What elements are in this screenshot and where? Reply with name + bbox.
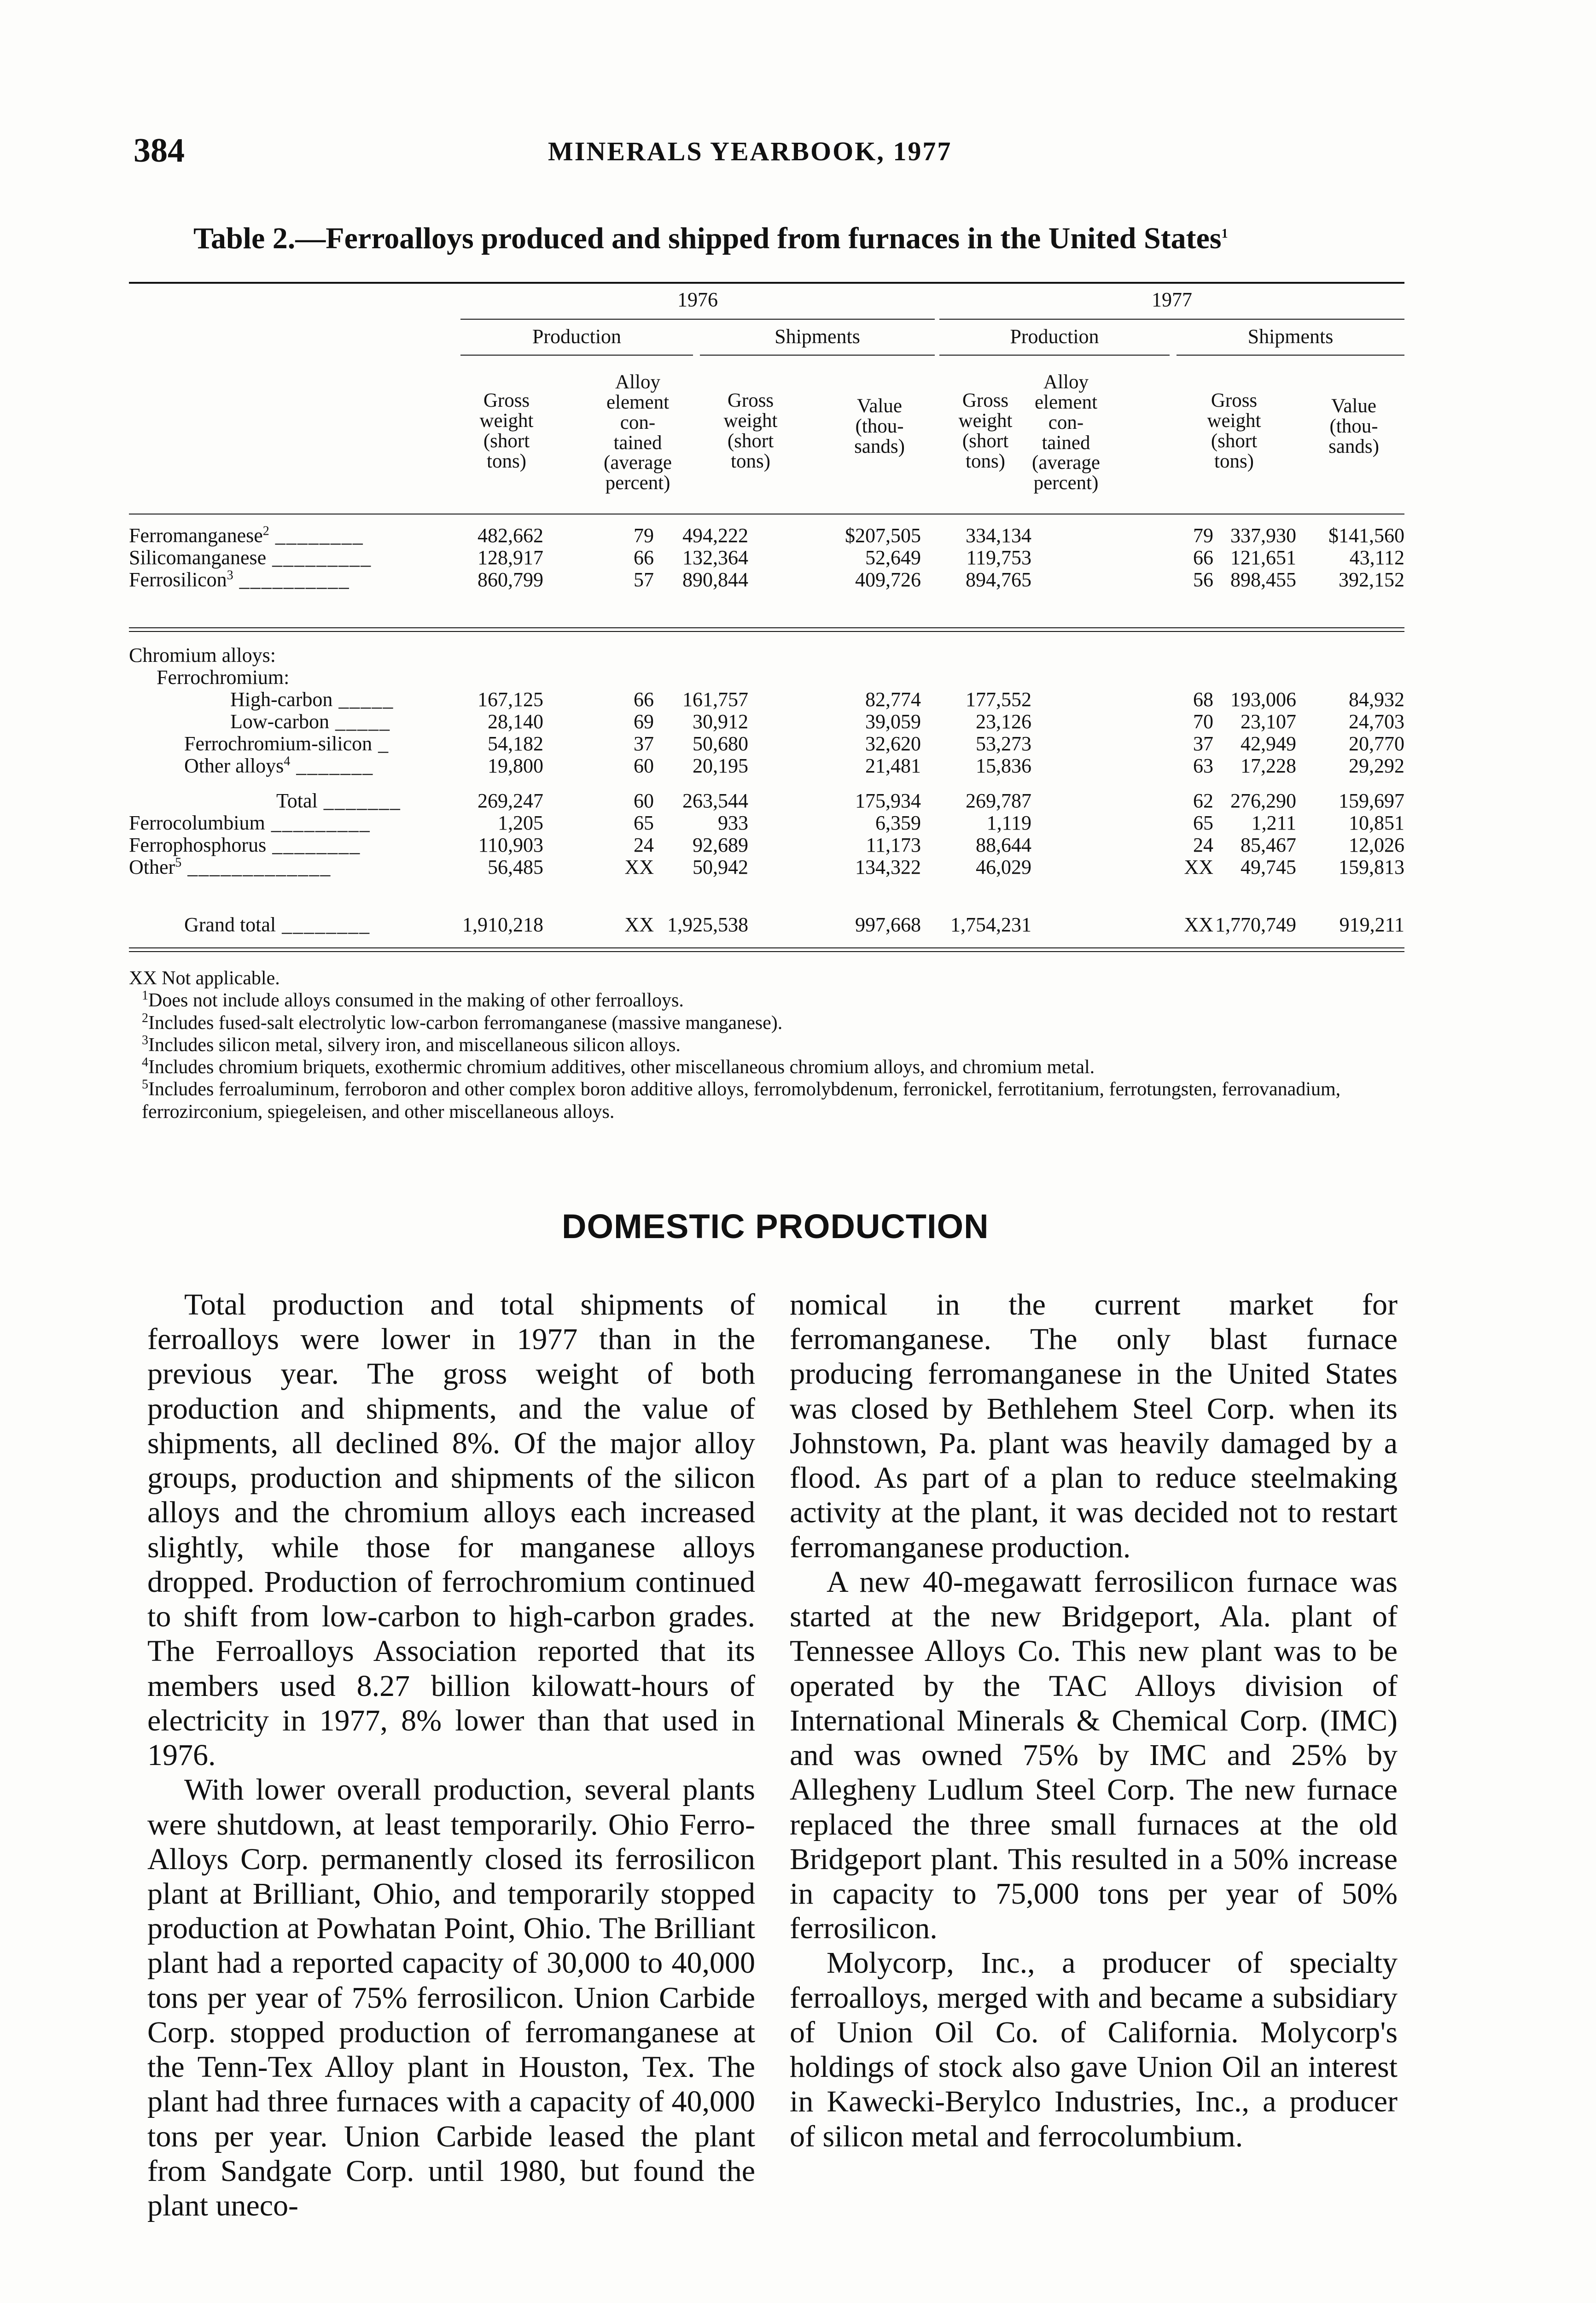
total-row-label [129,857,331,878]
footnote-5 [129,1078,1404,1123]
total-row-cell: 110,903 [478,834,543,856]
total-row-cell: 65 [634,812,654,834]
chromium-row-cell: 29,292 [1349,754,1404,777]
column-header-line: tained [1042,432,1090,454]
total-row-cell: 24 [634,834,654,856]
table-row-cell: 43,112 [1349,546,1404,569]
group-rule-3 [939,355,1170,356]
chromium-row-cell: 69 [634,710,654,733]
column-header-line: (average [604,452,672,474]
column-header-line: percent) [605,472,670,494]
column-header-3 [705,391,797,471]
column-header-8 [1308,396,1400,457]
group-shipments-1977: Shipments [1247,325,1334,348]
running-head [134,131,1404,173]
footnote-4 [129,1056,1404,1078]
footnote-text: Includes fused-salt electrolytic low-carbon ferromanganese (massive manganese). [148,1012,783,1034]
grand-total-row-cell: XX [1184,913,1213,936]
column-header-line: sands) [1328,435,1379,457]
table-row-cell: 890,844 [682,568,748,591]
total-row-cell: 85,467 [1241,834,1296,856]
column-header-line: weight [958,409,1013,432]
footnote-mark: 4 [284,754,291,769]
total-row-cell: 88,644 [976,834,1031,856]
footnote-1 [129,989,1404,1011]
table-footnotes [129,967,1404,1123]
table-row-cell: 894,765 [966,568,1031,591]
column-header-line: Value [857,395,902,417]
chromium-row-cell: 68 [1193,688,1213,711]
total-row-cell: 12,026 [1349,834,1404,856]
total-row-cell: 46,029 [976,856,1031,878]
leader-dots: _______ [317,789,401,812]
column-header-line: percent) [1033,472,1099,494]
total-row-cell: 56,485 [488,856,543,878]
chromium-row-label [230,689,394,710]
chromium-row-cell: 32,620 [865,732,921,755]
leader-dots: _ [372,732,390,755]
column-header-line: (short [727,430,774,452]
column-header-line: sands) [854,435,905,457]
chromium-row-cell: 37 [1193,732,1213,755]
column-header-line: weight [1207,409,1261,432]
chromium-row-cell: 42,949 [1241,732,1296,755]
column-header-line: (average [1032,452,1100,474]
table-row-cell: $141,560 [1328,524,1404,547]
leader-dots: _____________ [181,856,332,878]
table-row-cell: 56 [1193,568,1213,591]
table-row-cell: 482,662 [478,524,543,547]
table-row-cell: 337,930 [1230,524,1296,547]
total-row-cell: 49,745 [1241,856,1296,878]
row-label-text: High-carbon [230,688,333,711]
row-label-text: Ferrocolumbium [129,812,265,834]
chromium-row-cell: 60 [634,754,654,777]
chromium-row-cell: 53,273 [976,732,1031,755]
group-rule-2 [700,355,935,356]
footnote-number: 1 [142,988,148,1003]
footnote-3 [129,1034,1404,1056]
group-production-1977: Production [1010,325,1099,348]
table-row-cell: 409,726 [855,568,921,591]
footnote-text: XX Not applicable. [129,968,280,989]
table-row-cell: $207,505 [845,524,921,547]
group-rule-1 [460,355,693,356]
total-row-cell: 933 [718,812,748,834]
chromium-row-cell: 70 [1193,710,1213,733]
total-row-cell: 11,173 [866,834,921,856]
leader-dots: _______ [290,754,374,777]
chromium-row-cell: 37 [634,732,654,755]
paragraph: Molycorp, Inc., a producer of specialty ferroalloys, merged with and became a subsidiary of Union Oil Co. of California. Molycorp's holdings of stock also gave Union Oil an interest in Kawecki-Berylco Industries, Inc., a producer of silicon metal and ferrocolumbium. [790,1946,1398,2153]
section-rule-1b [129,631,1404,632]
column-header-line: tons) [731,450,770,472]
table-row-label [129,547,372,568]
ferroalloys-table [129,276,1404,958]
leader-dots: _____ [329,710,391,733]
column-header-7 [1188,391,1280,471]
total-row-cell: 10,851 [1349,812,1404,834]
chromium-row-cell: 23,107 [1241,710,1296,733]
row-label-text: Total [276,789,318,812]
section-heading: DOMESTIC PRODUCTION [562,1207,989,1245]
chromium-row-label [184,755,373,777]
paragraph: A new 40-megawatt ferrosilicon furnace was started at the new Bridgeport, Ala. plant of Tennessee Alloys Co. This new plant was to be operated by the TAC Alloys division of International Minerals & Chemical Corp. (IMC) and was owned 75% by IMC and 25% by Allegheny Ludlum Steel Corp. The new furnace replaced the three small furnaces at the old Bridgeport plant. This resulted in a 50% increase in capacity to 75,000 tons per year of 50% ferrosilicon. [790,1565,1398,1946]
chromium-row-cell: 17,228 [1241,754,1296,777]
footnote-number: 2 [142,1011,148,1025]
column-header-line: (short [483,430,530,452]
column-header-5 [939,391,1031,471]
leader-dots: _____ [332,688,394,711]
total-row-cell: 134,322 [855,856,921,878]
table-row-label [129,569,350,590]
table-row-cell: 494,222 [682,524,748,547]
row-label-text: Other [129,856,175,878]
total-row-label [129,812,371,834]
row-label-text: Ferrochromium-silicon [184,732,373,755]
table-row-cell: 860,799 [478,568,543,591]
column-header-line: weight [479,409,534,432]
chromium-row-cell: 177,552 [966,688,1031,711]
column-header-line: Gross [1211,390,1258,411]
column-header-line: (thou- [855,415,904,437]
total-row-cell: 175,934 [855,789,921,812]
table-row-cell: 57 [634,568,654,591]
table-row-label [129,525,364,546]
chromium-row-cell: 30,912 [693,710,748,733]
column-header-line: Gross [962,390,1009,411]
group-rule-4 [1177,355,1404,356]
column-header-line: tons) [487,450,526,472]
table-row-cell: 334,134 [966,524,1031,547]
row-label-text: Low-carbon [230,710,330,733]
table-row-cell: 52,649 [865,546,921,569]
footnote-mark: 5 [175,855,182,870]
chromium-row-cell: 15,836 [976,754,1031,777]
table-bottom-rule-b [129,951,1404,952]
total-row-cell: 269,247 [478,789,543,812]
table-row-cell: 66 [1193,546,1213,569]
table-title-footnote-mark: 1 [1221,227,1228,241]
total-row-cell: 60 [634,789,654,812]
chromium-row-cell: 54,182 [488,732,543,755]
footnote-text: Includes chromium briquets, exothermic chromium additives, other miscellaneous chromium alloys, and chromium metal. [148,1057,1095,1078]
chromium-row-cell: 23,126 [976,710,1031,733]
footnote-number: 3 [142,1033,148,1047]
footnote-number: 4 [142,1055,148,1070]
chromium-row-cell: 28,140 [488,710,543,733]
footnote-number: 5 [142,1077,148,1092]
column-header-line: (thou- [1329,415,1378,437]
chromium-row-cell: 21,481 [865,754,921,777]
chromium-row-cell: 161,757 [682,688,748,711]
grand-total-row-cell: 1,925,538 [667,913,748,936]
chromium-row-cell: 66 [634,688,654,711]
book-title: MINERALS YEARBOOK, 1977 [548,136,952,166]
footnote-text: Includes silicon metal, silvery iron, and miscellaneous silicon alloys. [148,1034,681,1056]
table-row-cell: 128,917 [478,546,543,569]
chromium-row-cell: 50,680 [693,732,748,755]
column-header-line: con- [620,411,656,433]
total-row-cell: 50,942 [693,856,748,878]
chromium-row-cell: 82,774 [865,688,921,711]
footnote-2 [129,1012,1404,1034]
leader-dots: ________ [266,834,361,856]
column-header-line: Gross [727,390,774,411]
footnote-text: Includes ferroaluminum, ferroboron and other complex boron additive alloys, ferromolybdenum, ferronickel, ferrotitanium, ferrotungsten, ferrovanadium, ferrozirconium, spiegeleisen, and other miscellaneous alloys. [142,1079,1341,1122]
footnote-mark: 3 [227,568,233,583]
grand-total-row-cell: 997,668 [855,913,921,936]
column-header-line: (short [1211,430,1258,452]
chromium-row-cell: 20,195 [693,754,748,777]
column-header-line: tons) [1214,450,1254,472]
column-header-2 [592,372,684,493]
grand-total-row-cell: 1,910,218 [462,913,543,936]
chromium-row-cell: 19,800 [488,754,543,777]
column-header-line: element [1034,391,1098,413]
row-label-text: Other alloys [184,754,284,777]
column-header-line: tons) [966,450,1005,472]
total-row-cell: 24 [1193,834,1213,856]
group-shipments-1976: Shipments [775,325,860,348]
total-row-cell: XX [1184,856,1213,878]
column-header-line: element [606,391,670,413]
chromium-alloys-heading: Chromium alloys: [129,644,276,666]
leader-dots: _________ [265,812,371,834]
table-top-rule [129,282,1404,284]
year-1977-rule [939,319,1404,320]
column-header-1 [460,391,553,471]
table-row-cell: 66 [634,546,654,569]
grand-total-row-cell: 1,770,749 [1215,913,1296,936]
paragraph: nomical in the current market for ferromanganese. The only blast furnace producing ferromanganese in the United States was closed by Bethlehem Steel Corp. when its Johnstown, Pa. plant was heavily damaged by a flood. As part of a plan to reduce steelmaking activity at the plant, it was decided not to restart ferromanganese production. [790,1288,1398,1564]
total-row-cell: 263,544 [682,789,748,812]
footnote-mark: 2 [262,524,269,538]
total-row-cell: 269,787 [966,789,1031,812]
table-row-cell: 898,455 [1230,568,1296,591]
total-row-label [276,790,401,812]
row-label-text: Grand total [184,913,276,936]
grand-total-row-cell: 1,754,231 [950,913,1031,936]
column-header-line: tained [613,432,662,454]
total-row-label [129,835,361,856]
column-header-line: Alloy [1043,371,1089,393]
column-header-line: Alloy [615,371,660,393]
year-1976-header: 1976 [677,288,718,311]
section-rule-1 [129,627,1404,628]
year-1976-rule [460,319,935,320]
table-title-text: Table 2.—Ferroalloys produced and shipped from furnaces in the United States [193,222,1222,255]
right-column [790,1287,1398,2154]
total-row-cell: 1,205 [498,812,543,834]
chromium-row-cell: 20,770 [1349,732,1404,755]
column-header-line: Value [1331,395,1376,417]
row-label-text: Ferromanganese [129,524,263,547]
total-row-cell: 159,813 [1339,856,1404,878]
total-row-cell: 92,689 [693,834,748,856]
footnote-0 [129,967,1404,989]
row-label-text: Ferrosilicon [129,568,227,591]
table-row-cell: 121,651 [1230,546,1296,569]
chromium-row-cell: 84,932 [1349,688,1404,711]
total-row-cell: XX [624,856,654,878]
table-row-cell: 79 [1193,524,1213,547]
group-production-1976: Production [532,325,622,348]
left-column [147,1287,755,2223]
leader-dots: __________ [233,568,350,591]
total-row-cell: 159,697 [1339,789,1404,812]
column-header-line: (short [962,430,1009,452]
row-label-text: Ferrophosphorus [129,834,267,856]
chromium-row-cell: 193,006 [1230,688,1296,711]
total-row-cell: 6,359 [875,812,921,834]
table-row-cell: 392,152 [1339,568,1404,591]
total-row-cell: 65 [1193,812,1213,834]
chromium-row-cell: 24,703 [1349,710,1404,733]
chromium-row-label [184,733,389,754]
grand-total-row-cell: XX [624,913,654,936]
grand-total-row-cell: 919,211 [1339,913,1404,936]
table-row-cell: 79 [634,524,654,547]
row-label-text: Silicomanganese [129,546,267,569]
chromium-row-cell: 63 [1193,754,1213,777]
total-row-cell: 276,290 [1230,789,1296,812]
column-header-line: weight [723,409,778,432]
leader-dots: ________ [269,524,364,547]
table-row-cell: 132,364 [682,546,748,569]
table-title [193,221,1228,256]
table-bottom-rule [129,947,1404,948]
leader-dots: ________ [276,913,371,936]
chromium-row-label [230,711,390,732]
leader-dots: _________ [266,546,372,569]
total-row-cell: 62 [1193,789,1213,812]
grand-total-row-label [184,914,370,935]
chromium-row-cell: 39,059 [865,710,921,733]
footnote-text: Does not include alloys consumed in the making of other ferroalloys. [148,990,684,1011]
paragraph: With lower overall production, several plants were shutdown, at least temporarily. Ohio Ferro-Alloys Corp. permanently closed its ferrosilicon plant at Brilliant, Ohio, and temporarily stopped production at Powhatan Point, Ohio. The Brilliant plant had a reported capacity of 30,000 to 40,000 tons per year of 75% ferrosilicon. Union Carbide Corp. stopped production of ferromanganese at the Tenn-Tex Alloy plant in Houston, Tex. The plant had three furnaces with a capacity of 40,000 tons per year. Union Carbide leased the plant from Sandgate Corp. until 1980, but found the plant uneco- [147,1773,755,2223]
column-header-4 [833,396,926,457]
paragraph: Total production and total shipments of ferroalloys were lower in 1977 than in the previous year. The gross weight of both production and shipments, and the value of shipments, all declined 8%. Of the major alloy groups, production and shipments of the silicon alloys and the chromium alloys each increased slightly, while those for manganese alloys dropped. Production of ferrochromium continued to shift from low-carbon to high-carbon grades. The Ferroalloys Association reported that its members used 8.27 billion kilowatt-hours of electricity in 1977, 8% lower than that used in 1976. [147,1288,755,1772]
chromium-row-cell: 167,125 [478,688,543,711]
total-row-cell: 1,211 [1251,812,1296,834]
year-1977-header: 1977 [1152,288,1192,311]
total-row-cell: 1,119 [986,812,1031,834]
column-header-line: Gross [483,390,530,411]
column-header-6 [1020,372,1112,493]
ferrochromium-heading: Ferrochromium: [157,666,290,689]
page-number: 384 [134,132,185,170]
column-header-line: con- [1048,411,1084,433]
table-row-cell: 119,753 [966,546,1031,569]
